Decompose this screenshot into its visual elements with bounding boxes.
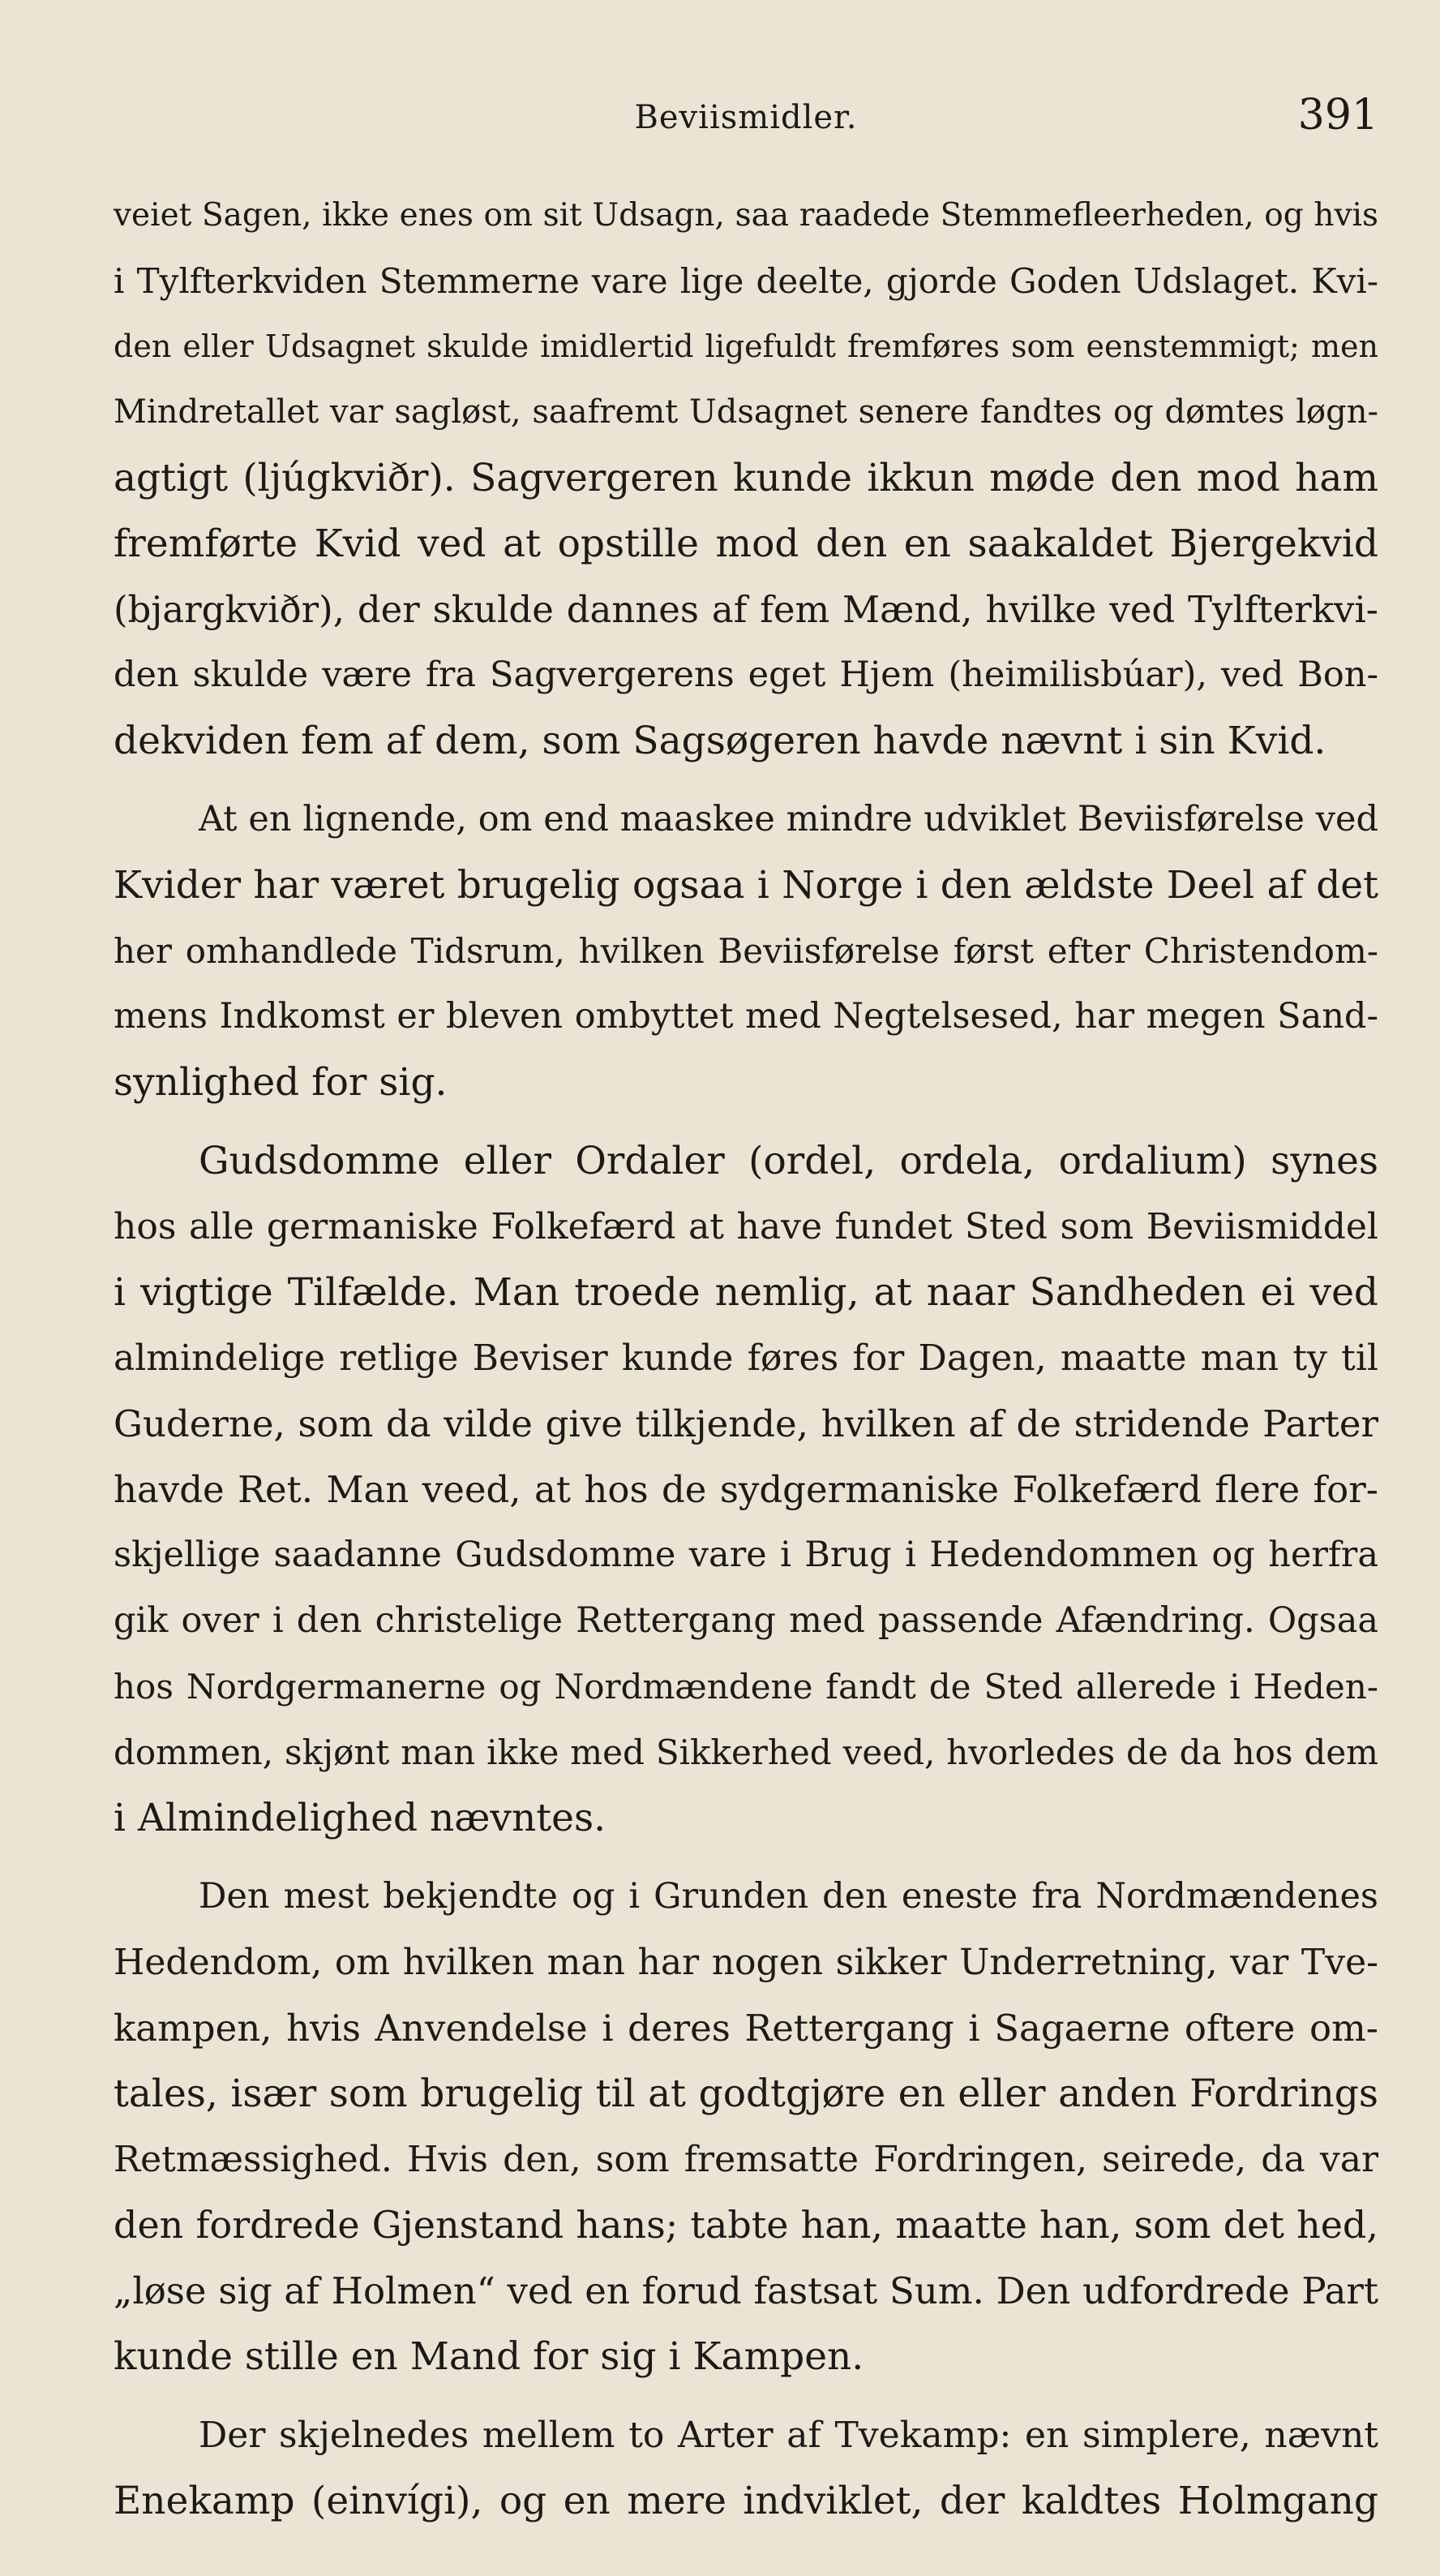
text-line: (bjargkviðr), der skulde dannes af fem Mænd, hvilke ved Tylfterkvi- (114, 588, 1378, 631)
text-line: Der skjelnedes mellem to Arter af Tvekamp: en simplere, nævnt (199, 2415, 1378, 2456)
text-line: mens Indkomst er bleven ombyttet med Negtelsesed, har megen Sand- (114, 996, 1378, 1037)
text-line: fremførte Kvid ved at opstille mod den en saakaldet Bjergekvid (114, 522, 1378, 566)
text-line: Retmæssighed. Hvis den, som fremsatte Fordringen, seirede, da var (114, 2139, 1378, 2180)
text-line: Den mest bekjendte og i Grunden den eneste fra Nordmændenes (199, 1876, 1378, 1917)
text-line: den fordrede Gjenstand hans; tabte han, maatte han, som det hed, (114, 2203, 1378, 2247)
text-line: Kvider har været brugelig ogsaa i Norge i den ældste Deel af det (114, 863, 1378, 908)
text-line: skjellige saadanne Gudsdomme vare i Brug i Hedendommen og herfra (114, 1535, 1378, 1575)
running-head: Beviismidler. (634, 99, 858, 136)
text-line: „løse sig af Holmen“ ved en forud fastsat Sum. Den udfordrede Part (114, 2269, 1378, 2312)
text-line: agtigt (ljúgkviðr). Sagvergeren kunde ikkun møde den mod ham (114, 456, 1378, 500)
text-line: den skulde være fra Sagvergerens eget Hjem (heimilisbúar), ved Bon- (114, 655, 1378, 695)
text-line: veiet Sagen, ikke enes om sit Udsagn, saa raadede Stemmefleerheden, og hvis (114, 197, 1378, 234)
paragraph (114, 1128, 1378, 1851)
text-line: Mindretallet var sagløst, saafremt Udsagnet senere fandtes og dømtes løgn- (114, 393, 1378, 431)
text-line: Hedendom, om hvilken man har nogen sikker Underretning, var Tve- (114, 1942, 1378, 1983)
text-line: dekviden fem af dem, som Sagsøgeren havde nævnt i sin Kvid. (114, 719, 1326, 763)
text-line: synlighed for sig. (114, 1060, 448, 1105)
text-line: dommen, skjønt man ikke med Sikkerhed veed, hvorledes de da hos dem (114, 1732, 1378, 1772)
text-line: gik over i den christelige Rettergang med passende Afændring. Ogsaa (114, 1600, 1378, 1641)
text-line: i vigtige Tilfælde. Man troede nemlig, at naar Sandheden ei ved (114, 1270, 1378, 1315)
text-line: At en lignende, om end maaskee mindre udviklet Beviisførelse ved (199, 799, 1378, 839)
page-number: 391 (1297, 91, 1378, 140)
text-line: i Tylfterkviden Stemmerne vare lige deelte, gjorde Goden Udslaget. Kvi- (114, 261, 1378, 301)
text-line: kunde stille en Mand for sig i Kampen. (114, 2334, 864, 2379)
text-line: Guderne, som da vilde give tilkjende, hvilken af de stridende Parter (114, 1402, 1378, 1445)
paragraph (114, 182, 1378, 774)
text-line: hos alle germaniske Folkefærd at have fundet Sted som Beviismiddel (114, 1206, 1378, 1247)
text-line: tales, især som brugelig til at godtgjøre en eller anden Fordrings (114, 2072, 1378, 2116)
paragraph (114, 787, 1378, 1115)
text-line: kampen, hvis Anvendelse i deres Rettergang i Sagaerne oftere om- (114, 2007, 1378, 2050)
paragraph (114, 2402, 1378, 2534)
text-line: Gudsdomme eller Ordaler (ordel, ordela, ordalium) synes (199, 1139, 1378, 1183)
text-line: i Almindelighed nævntes. (114, 1796, 606, 1840)
paragraph (114, 1864, 1378, 2389)
text-line: hos Nordgermanerne og Nordmændene fandt de Sted allerede i Heden- (114, 1667, 1378, 1707)
page-header (114, 91, 1378, 143)
text-line: almindelige retlige Beviser kunde føres for Dagen, maatte man ty til (114, 1337, 1378, 1379)
page-body-text (114, 182, 1378, 2534)
text-line: den eller Udsagnet skulde imidlertid ligefuldt fremføres som eenstemmigt; men (114, 328, 1378, 364)
text-line: her omhandlede Tidsrum, hvilken Beviisførelse først efter Christendom- (114, 931, 1378, 971)
text-line: havde Ret. Man veed, at hos de sydgermaniske Folkefærd flere for- (114, 1468, 1378, 1511)
text-line: Enekamp (einvígi), og en mere indviklet, der kaldtes Holmgang (114, 2479, 1378, 2523)
